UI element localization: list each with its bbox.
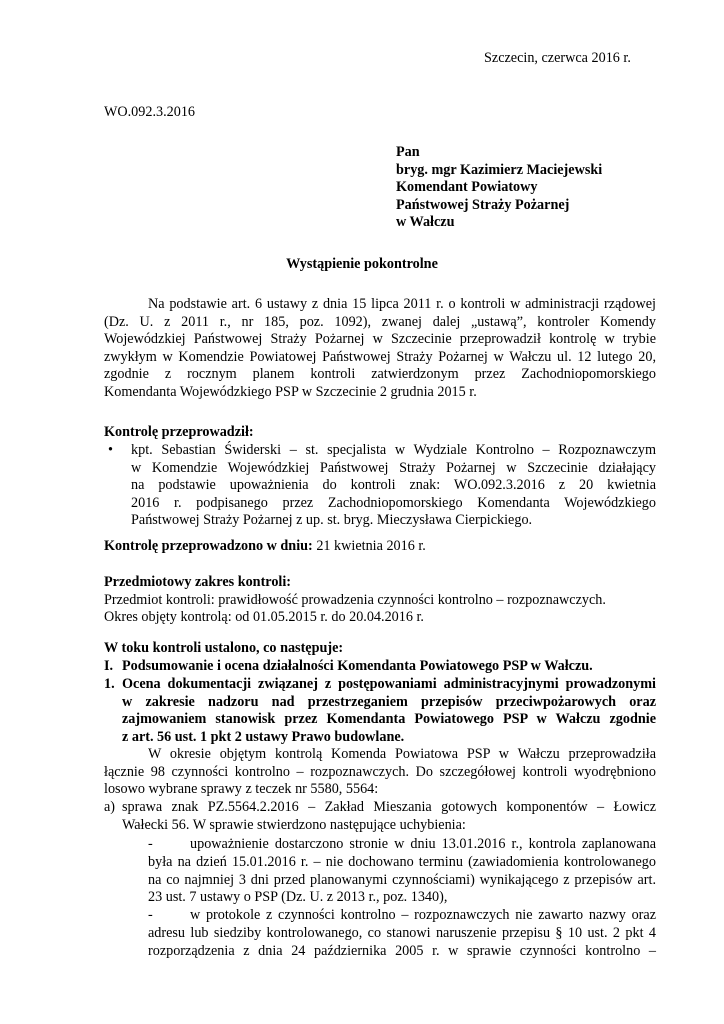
item-title (122, 676, 656, 746)
paragraph-line: zgodnie z rocznym planem kontroli zatwierdzonym przez Zachodniopomorskiego (104, 366, 656, 383)
paragraph-line: Komendanta Wojewódzkiego PSP w Szczecinie 2 grudnia 2015 r. (104, 383, 477, 400)
body-line: losowo wybrane sprawy z teczek nr 5580, 5564: (104, 781, 379, 798)
irregularity-line: adresu lub siedziby kontrolowanego, co stanowi naruszenie przepisu § 10 ust. 2 pkt 4 (148, 925, 656, 941)
irregularity-continuation (148, 925, 656, 960)
bullet-line: na podstawie upoważnienia do kontroli znak: WO.092.3.2016 z 20 kwietnia (131, 477, 656, 494)
item-title-line: zajmowaniem stanowisk przez Komendanta Powiatowego PSP w Wałczu zgodnie (122, 711, 656, 728)
scope-block (104, 574, 606, 627)
controller-heading: Kontrolę przeprowadził: (104, 424, 254, 440)
item-number: 1. (104, 676, 115, 692)
irregularity-line: upoważnienie dostarczono stronie w dniu 13.01.2016 r., kontrola zaplanowana (190, 836, 656, 852)
controller-bullet (131, 442, 656, 530)
bullet-line: kpt. Sebastian Świderski – st. specjalista w Wydziale Kontrolno – Rozpoznawczym (131, 442, 656, 458)
case-description (122, 799, 656, 834)
irregularity-line: na co najmniej 3 dni przed planowanymi czynnościami) wynikającego z przepisów art. (148, 871, 656, 888)
paragraph-line: Na podstawie art. 6 ustawy z dnia 15 lipca 2011 r. o kontroli w administracji rządowej (148, 296, 656, 312)
section-number: I. (104, 658, 114, 674)
addressee-line: bryg. mgr Kazimierz Maciejewski (396, 161, 603, 178)
case-label: a) (104, 799, 116, 815)
irregularity-line: w protokole z czynności kontrolno – rozpoznawczych nie zawarto nazwy oraz (190, 907, 656, 923)
irregularity-line: była na dzień 15.01.2016 r. – nie dochowano terminu (zawiadomienia kontrolowanego (148, 854, 656, 870)
document-title: Wystąpienie pokontrolne (286, 256, 438, 272)
irregularity-first-line (190, 907, 656, 925)
paragraph-line: (Dz. U. z 2011 r., nr 185, poz. 1092), zwanej dalej „ustawą”, kontroler Komendy (104, 313, 656, 330)
addressee-line: Państwowej Straży Pożarnej (396, 196, 570, 213)
section-title: Podsumowanie i ocena działalności Komendanta Powiatowego PSP w Wałczu. (122, 658, 593, 674)
item-title-line: w zakresie nadzoru nad przestrzeganiem przepisów przeciwpożarowych oraz (122, 693, 656, 710)
body-line: łącznie 98 czynności kontrolno – rozpoznawczych. Do szczegółowej kontroli wyodrębniono (104, 763, 656, 780)
irregularity-first-line (190, 836, 656, 854)
bullet-line: 2016 r. podpisanego przez Zachodniopomorskiego Komendanta Wojewódzkiego (131, 494, 656, 511)
findings-body (104, 746, 656, 799)
irregularity-line: rozporządzenia z dnia 24 października 2005 r. w sprawie czynności kontrolno – (148, 942, 656, 959)
irregularity-continuation (148, 854, 656, 907)
reference-number: WO.092.3.2016 (104, 104, 196, 120)
irregularity-line: 23 ust. 7 ustawy o PSP (Dz. U. z 2013 r., poz. 1340), (148, 889, 448, 906)
control-date-line (104, 538, 426, 556)
item-title-line: Ocena dokumentacji związanej z postępowaniami administracyjnymi prowadzonymi (122, 676, 656, 692)
scope-line: Przedmiot kontroli: prawidłowość prowadzenia czynności kontrolno – rozpoznawczych. (104, 591, 606, 608)
addressee-line: Komendant Powiatowy (396, 179, 538, 196)
bullet-line: Państwowej Straży Pożarnej z up. st. bryg. Mieczysława Cierpickiego. (131, 512, 533, 529)
control-date-value: 21 kwietnia 2016 r. (312, 538, 426, 554)
item-title-line: z art. 56 ust. 1 pkt 2 ustawy Prawo budowlane. (122, 728, 405, 745)
addressee-block (396, 144, 602, 232)
scope-line: Okres objęty kontrolą: od 01.05.2015 r. do 20.04.2016 r. (104, 609, 424, 626)
dash-marker: - (148, 836, 153, 852)
paragraph-line: Wojewódzkiej Państwowej Straży Pożarnej w Szczecinie przeprowadził kontrolę w trybie (104, 331, 656, 348)
bullet-icon: • (108, 442, 113, 458)
control-date-label: Kontrolę przeprowadzono w dniu: (104, 538, 313, 554)
paragraph-line: zwykłym w Komendzie Powiatowej Państwowej Straży Pożarnej w Wałczu ul. 12 lutego 20, (104, 348, 656, 365)
body-line: W okresie objętym kontrolą Komenda Powiatowa PSP w Wałczu przeprowadziła (148, 746, 656, 762)
case-line: Wałecki 56. W sprawie stwierdzono następujące uchybienia: (122, 816, 466, 833)
addressee-line: w Wałczu (396, 214, 455, 231)
addressee-line: Pan (396, 144, 420, 160)
case-line: sprawa znak PZ.5564.2.2016 – Zakład Mieszania gotowych komponentów – Łowicz (122, 799, 656, 815)
findings-heading: W toku kontroli ustalono, co następuje: (104, 640, 344, 656)
intro-paragraph (104, 296, 656, 402)
bullet-line: w Komendzie Wojewódzkiej Państwowej Straży Pożarnej w Szczecinie działający (131, 459, 656, 476)
dash-marker: - (148, 907, 153, 923)
scope-heading: Przedmiotowy zakres kontroli: (104, 574, 292, 590)
place-date: Szczecin, czerwca 2016 r. (484, 50, 631, 66)
